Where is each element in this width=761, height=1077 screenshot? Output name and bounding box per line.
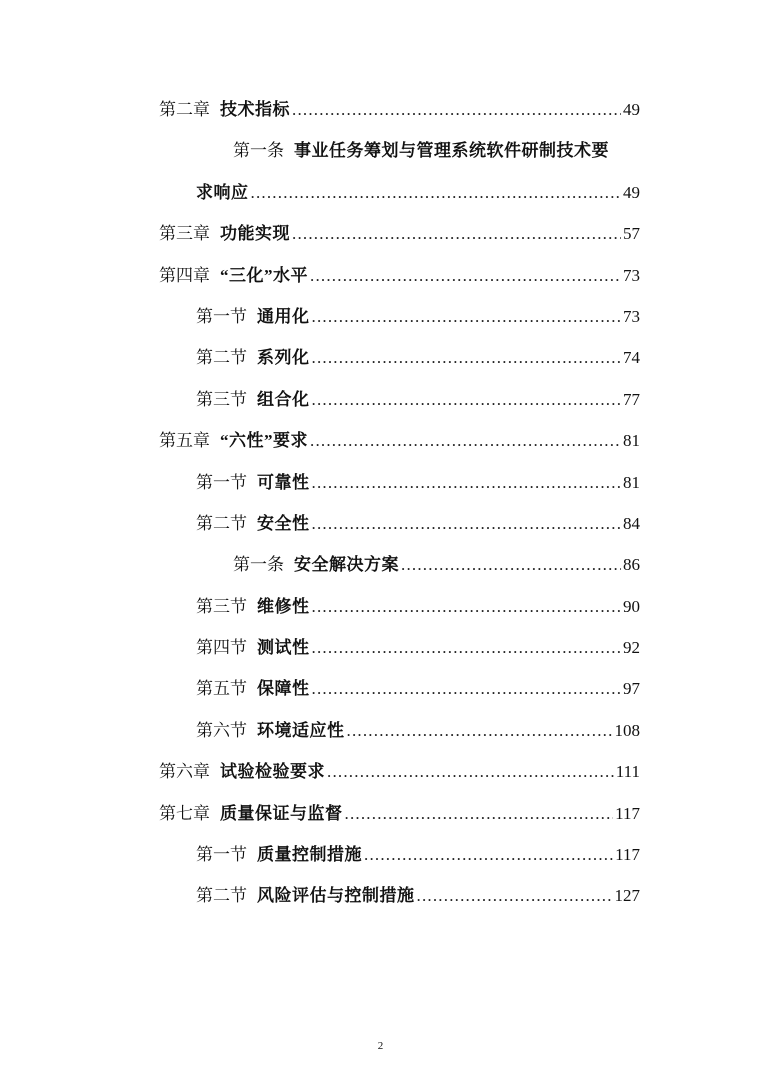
toc-entry-number: 第七章 xyxy=(159,803,210,823)
toc-entry-title: 组合化 xyxy=(257,389,310,409)
toc-entry-title: 风险评估与控制措施 xyxy=(257,886,415,906)
toc-entry-title: 功能实现 xyxy=(220,224,290,244)
toc-entry-section[interactable] xyxy=(0,462,761,503)
toc-entry-number: 第六节 xyxy=(196,720,247,740)
toc-entry-section[interactable] xyxy=(0,834,761,875)
toc-entry-section[interactable] xyxy=(0,875,761,916)
toc-entry-chapter[interactable] xyxy=(0,89,761,130)
toc-entry-chapter[interactable] xyxy=(0,213,761,254)
toc-entry-title: 测试性 xyxy=(257,638,310,658)
toc-entry-title: 求响应 xyxy=(196,182,249,202)
dot-leader xyxy=(310,420,621,461)
toc-entry-page: 84 xyxy=(623,513,640,533)
toc-entry-page: 86 xyxy=(623,555,640,575)
dot-leader xyxy=(312,296,622,337)
toc-entry-number: 第五章 xyxy=(159,431,210,451)
toc-entry-section[interactable] xyxy=(0,586,761,627)
toc-entry-title: 技术指标 xyxy=(220,100,290,119)
toc-entry-page: 81 xyxy=(623,472,640,492)
toc-entry-chapter[interactable] xyxy=(0,255,761,296)
toc-entry-page: 117 xyxy=(615,845,640,865)
toc-entry-number: 第一节 xyxy=(196,472,247,492)
toc-entry-number: 第三节 xyxy=(196,596,247,616)
toc-entry-page: 127 xyxy=(614,886,640,906)
toc-entry-title: 试验检验要求 xyxy=(220,762,325,782)
toc-entry-section[interactable] xyxy=(0,337,761,378)
toc-entry-title: 安全解决方案 xyxy=(294,555,399,575)
toc-entry-title: 可靠性 xyxy=(257,472,310,492)
toc-entry-number: 第二章 xyxy=(159,100,210,119)
toc-entry-page: 57 xyxy=(623,224,640,244)
toc-entry-section[interactable] xyxy=(0,503,761,544)
toc-entry-number: 第一条 xyxy=(233,555,284,575)
dot-leader xyxy=(312,462,622,503)
toc-entry-section[interactable] xyxy=(0,379,761,420)
dot-leader xyxy=(292,89,621,130)
toc-entry-title: 通用化 xyxy=(257,306,310,326)
toc-entry-title: 质量控制措施 xyxy=(257,845,362,865)
toc-entry-title: 质量保证与监督 xyxy=(220,803,343,823)
dot-leader xyxy=(347,710,613,751)
toc-entry-number: 第一条 xyxy=(233,141,284,161)
dot-leader xyxy=(312,668,622,709)
toc-entry-title: 系列化 xyxy=(257,348,310,368)
dot-leader xyxy=(345,793,614,834)
toc-entry-number: 第六章 xyxy=(159,762,210,782)
dot-leader xyxy=(312,379,622,420)
toc-entry-number: 第四章 xyxy=(159,265,210,285)
toc-entry-number: 第一节 xyxy=(196,306,247,326)
toc-entry-title: 保障性 xyxy=(257,679,310,699)
toc-entry-number: 第三章 xyxy=(159,224,210,244)
toc-entry-page: 108 xyxy=(614,720,640,740)
toc-entry-title: 事业任务筹划与管理系统软件研制技术要 xyxy=(294,141,609,161)
toc-entry-title: 维修性 xyxy=(257,596,310,616)
toc-entry-number: 第四节 xyxy=(196,638,247,658)
toc-entry-page: 117 xyxy=(615,803,640,823)
toc-entry-section[interactable] xyxy=(0,710,761,751)
toc-entry-section[interactable] xyxy=(0,668,761,709)
page-number: 2 xyxy=(377,1040,384,1052)
toc-entry-article[interactable] xyxy=(0,130,761,171)
toc-entry-page: 74 xyxy=(623,348,640,368)
toc-entry-chapter[interactable] xyxy=(0,420,761,461)
toc-entry-page: 49 xyxy=(623,182,640,202)
toc-entry-chapter[interactable] xyxy=(0,793,761,834)
dot-leader xyxy=(312,627,622,668)
toc-entry-page: 73 xyxy=(623,306,640,326)
dot-leader xyxy=(292,213,621,254)
toc-entry-chapter[interactable] xyxy=(0,751,761,792)
toc-entry-article[interactable] xyxy=(0,544,761,585)
dot-leader xyxy=(401,544,621,585)
dot-leader xyxy=(310,255,621,296)
toc-entry-number: 第二节 xyxy=(196,513,247,533)
dot-leader xyxy=(417,875,613,916)
toc-entry-page: 97 xyxy=(623,679,640,699)
dot-leader xyxy=(251,172,622,213)
toc-entry-page: 90 xyxy=(623,596,640,616)
toc-entry-title: “三化”水平 xyxy=(220,265,308,285)
toc-entry-page: 49 xyxy=(623,100,640,119)
toc-entry-page: 111 xyxy=(615,762,640,782)
toc-entry-section[interactable] xyxy=(0,627,761,668)
toc-entry-number: 第五节 xyxy=(196,679,247,699)
toc-entry-number: 第二节 xyxy=(196,886,247,906)
dot-leader xyxy=(312,586,622,627)
toc-entry-section[interactable] xyxy=(0,296,761,337)
toc-entry-number: 第一节 xyxy=(196,845,247,865)
toc-entry-title: 安全性 xyxy=(257,513,310,533)
toc-entry-page: 81 xyxy=(623,431,640,451)
dot-leader xyxy=(327,751,614,792)
toc-entry-title: “六性”要求 xyxy=(220,431,308,451)
toc-entry-page: 92 xyxy=(623,638,640,658)
toc-entry-number: 第三节 xyxy=(196,389,247,409)
dot-leader xyxy=(312,503,622,544)
toc-entry-page: 73 xyxy=(623,265,640,285)
toc-entry-page: 77 xyxy=(623,389,640,409)
toc-entry-cont[interactable] xyxy=(0,172,761,213)
table-of-contents xyxy=(0,89,761,917)
dot-leader xyxy=(364,834,613,875)
toc-entry-number: 第二节 xyxy=(196,348,247,368)
dot-leader xyxy=(312,337,622,378)
toc-entry-title: 环境适应性 xyxy=(257,720,345,740)
